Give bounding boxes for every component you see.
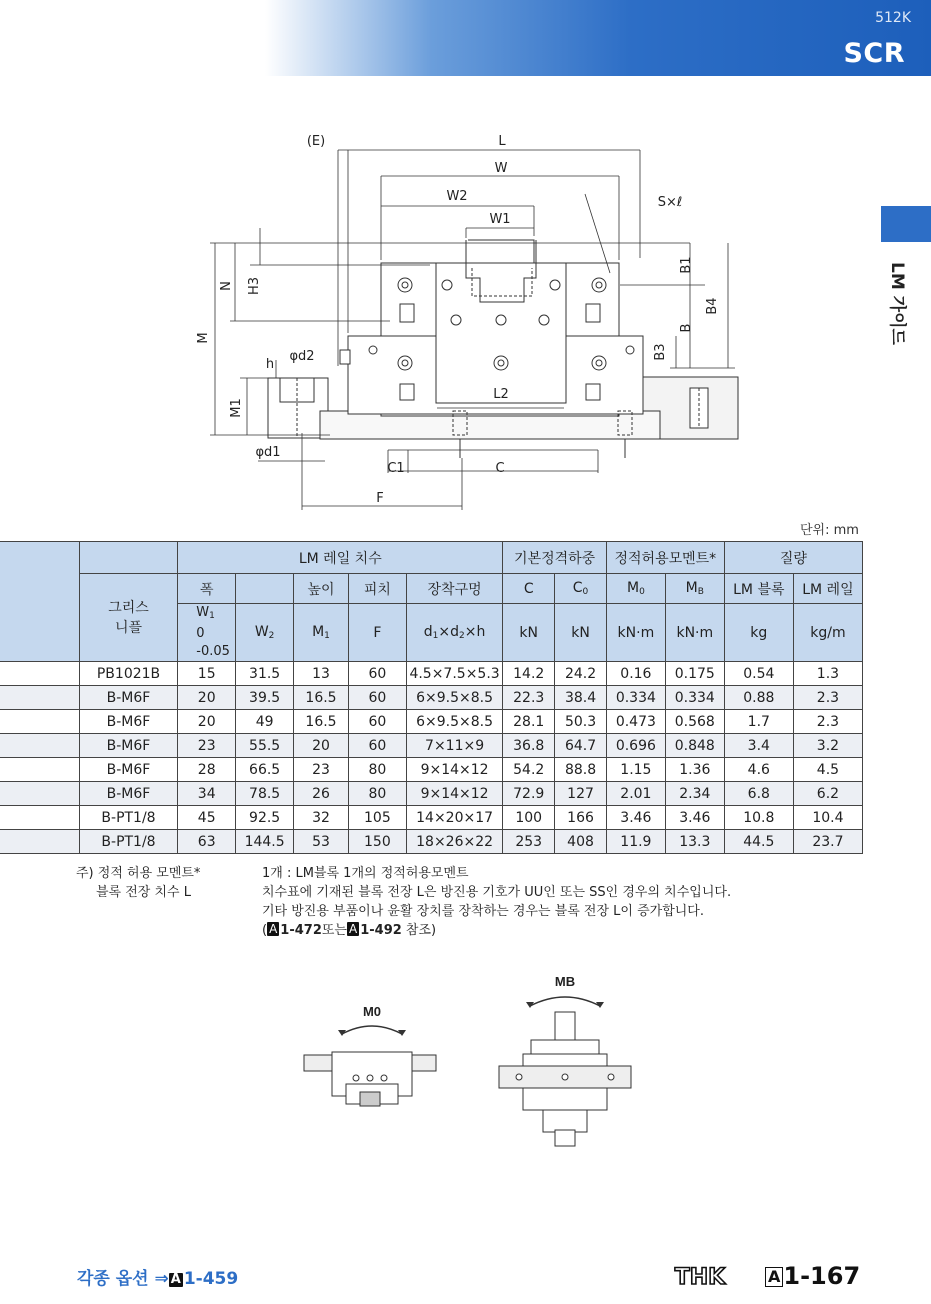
label-b4: B4 bbox=[705, 297, 720, 315]
label-f: F bbox=[376, 491, 384, 506]
table-row: B-M6F 20 49 16.5 60 6×9.5×8.5 28.1 50.3 0.473 0.568 1.7 2.3 bbox=[0, 710, 863, 734]
header-band bbox=[265, 0, 931, 76]
sub-hole: $d_1\times d_2\times h$ bbox=[406, 604, 503, 662]
col-width: 폭 bbox=[178, 574, 236, 604]
unit-label: 단위: mm bbox=[800, 523, 859, 538]
label-e: (E) bbox=[306, 134, 326, 149]
label-w2: W2 bbox=[446, 189, 468, 204]
table-row: PB1021B 15 31.5 13 60 4.5×7.5×5.3 14.2 24.2 0.16 0.175 0.54 1.3 bbox=[0, 662, 863, 686]
col-height: 높이 bbox=[294, 574, 349, 604]
options-link[interactable]: 각종 옵션 ⇒ A 1-459 bbox=[77, 1269, 239, 1289]
sub-m1: $M_1$ bbox=[294, 604, 349, 662]
label-m: M bbox=[196, 332, 211, 344]
sub-knm-mb: kN·m bbox=[665, 604, 724, 662]
dimension-drawing bbox=[190, 128, 750, 520]
sub-w2: $W_2$ bbox=[236, 604, 294, 662]
col-lm-block: LM 블록 bbox=[724, 574, 793, 604]
sub-kn-c: kN bbox=[503, 604, 555, 662]
sub-w1: $W_1$ 0 -0.05 bbox=[178, 604, 236, 662]
col-c0: $C_0$ bbox=[555, 574, 607, 604]
label-l: L bbox=[498, 134, 506, 149]
moment-m0-diagram bbox=[300, 1000, 440, 1112]
page-number: A 1-167 bbox=[765, 1262, 860, 1290]
label-b3: B3 bbox=[653, 343, 668, 361]
group-load: 기본정격하중 bbox=[503, 542, 607, 574]
product-title: SCR bbox=[843, 38, 905, 69]
note1-label: 주) 정적 허용 모멘트* bbox=[76, 866, 201, 881]
mb-label: MB bbox=[554, 974, 576, 989]
table-row: B-M6F 23 55.5 20 60 7×11×9 36.8 64.7 0.696 0.848 3.4 3.2 bbox=[0, 734, 863, 758]
thk-logo bbox=[660, 1265, 740, 1287]
note1-text: 1개 : LM블록 1개의 정적허용모멘트 bbox=[262, 866, 469, 881]
sub-kg: kg bbox=[724, 604, 793, 662]
moment-mb-diagram bbox=[495, 970, 635, 1148]
label-c: C bbox=[495, 461, 505, 476]
side-tab-marker bbox=[881, 206, 931, 242]
label-w: W bbox=[494, 161, 508, 176]
label-h: h bbox=[265, 357, 275, 372]
note2-text2: 기타 방진용 부품이나 윤활 장치를 장착하는 경우는 블록 전장 L이 증가합니다. bbox=[262, 904, 704, 919]
label-s-l: S×ℓ bbox=[657, 195, 683, 210]
label-h3: H3 bbox=[247, 276, 262, 296]
m0-label: M0 bbox=[362, 1004, 382, 1019]
col-c: C bbox=[503, 574, 555, 604]
label-l2: L2 bbox=[493, 387, 509, 402]
table-row: B-M6F 28 66.5 23 80 9×14×12 54.2 88.8 1.15 1.36 4.6 4.5 bbox=[0, 758, 863, 782]
note2-ref: ( A 1-472또는 A 1-492 참조) bbox=[262, 922, 437, 938]
label-b1: B1 bbox=[679, 256, 694, 274]
sub-knm-m0: kN·m bbox=[606, 604, 665, 662]
table-row: B-M6F 20 39.5 16.5 60 6×9.5×8.5 22.3 38.4 0.334 0.334 0.88 2.3 bbox=[0, 686, 863, 710]
svg-text:THK: THK bbox=[674, 1265, 726, 1287]
label-m1: M1 bbox=[229, 398, 244, 418]
note2-text1: 치수표에 기재된 블록 전장 L은 방진용 기호가 UU인 또는 SS인 경우의 치수입니다. bbox=[262, 885, 732, 900]
grease-header: 그리스 니플 bbox=[79, 574, 178, 662]
catalog-code: 512K bbox=[875, 10, 911, 26]
label-c1: C1 bbox=[387, 461, 405, 476]
label-b: B bbox=[679, 323, 694, 333]
col-pitch: 피치 bbox=[348, 574, 406, 604]
label-n: N bbox=[219, 281, 234, 291]
col-mb: $M_B$ bbox=[665, 574, 724, 604]
table-row: B-M6F 34 78.5 26 80 9×14×12 72.9 127 2.01 2.34 6.8 6.2 bbox=[0, 782, 863, 806]
col-lm-rail: LM 레일 bbox=[793, 574, 862, 604]
label-phi-d1: φd1 bbox=[255, 445, 281, 460]
sub-kn-c0: kN bbox=[555, 604, 607, 662]
spec-table bbox=[0, 541, 863, 854]
table-row: B-PT1/8 63 144.5 53 150 18×26×22 253 408 11.9 13.3 44.5 23.7 bbox=[0, 830, 863, 854]
table-row: B-PT1/8 45 92.5 32 105 14×20×17 100 166 3.46 3.46 10.8 10.4 bbox=[0, 806, 863, 830]
group-rail: LM 레일 치수 bbox=[178, 542, 503, 574]
note2-label: 블록 전장 치수 L bbox=[96, 885, 191, 900]
label-w1: W1 bbox=[489, 212, 511, 227]
side-category-label: LM 가이드 bbox=[887, 262, 907, 345]
col-m0: $M_0$ bbox=[606, 574, 665, 604]
sub-f: F bbox=[348, 604, 406, 662]
col-hole: 장착구멍 bbox=[406, 574, 503, 604]
group-mass: 질량 bbox=[724, 542, 862, 574]
label-phi-d2: φd2 bbox=[289, 349, 315, 364]
sub-kgm: kg/m bbox=[793, 604, 862, 662]
group-moment: 정적허용모멘트* bbox=[606, 542, 724, 574]
